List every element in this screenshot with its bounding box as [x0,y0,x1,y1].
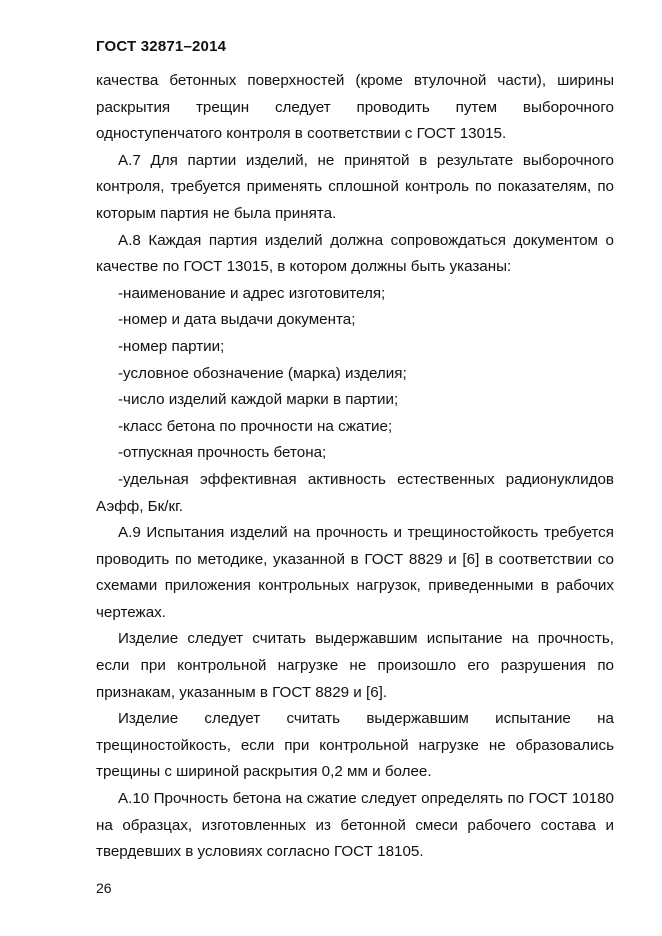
document-body [96,68,614,866]
list-item: -номер и дата выдачи документа; [118,311,356,329]
paragraph-strength-criterion: Изделие следует считать выдержавшим испытание на прочность, если при контрольной нагрузке не произошло его разрушения по признакам, указанным в ГОСТ 8829 и [6]. [96,630,614,701]
paragraph-a10: А.10 Прочность бетона на сжатие следует определять по ГОСТ 10180 на образцах, изготовленных из бетонной смеси рабочего состава и твердевших в условиях согласно ГОСТ 18105. [96,790,614,861]
list-item: -номер партии; [118,337,225,355]
list-item: -число изделий каждой марки в партии; [118,391,399,409]
list-item: -удельная эффективная активность естественных радионуклидов Аэфф, Бк/кг. [96,470,614,515]
paragraph-a7: А.7 Для партии изделий, не принятой в результате выборочного контроля, требуется применять сплошной контроль по показателям, по которым партия не была принята. [96,151,614,222]
page-number: 26 [96,880,112,896]
paragraph-crack-criterion: Изделие следует считать выдержавшим испытание на трещиностойкость, если при контрольной нагрузке не образовались трещины с шириной раскрытия 0,2 мм и более. [96,710,614,781]
list-item: -условное обозначение (марка) изделия; [118,364,407,382]
document-header: ГОСТ 32871–2014 [96,38,227,55]
list-item: -класс бетона по прочности на сжатие; [118,417,393,435]
list-item: -наименование и адрес изготовителя; [118,284,386,302]
paragraph-a8: А.8 Каждая партия изделий должна сопровождаться документом о качестве по ГОСТ 13015, в котором должны быть указаны: [96,231,614,276]
paragraph-continuation: качества бетонных поверхностей (кроме втулочной части), ширины раскрытия трещин следует проводить путем выборочного одноступенчатого контроля в соответствии с ГОСТ 13015. [96,72,614,143]
paragraph-a9: А.9 Испытания изделий на прочность и трещиностойкость требуется проводить по методике, указанной в ГОСТ 8829 и [6] в соответствии со схемами приложения контрольных нагрузок, приведенными в рабочих чертежах. [96,524,614,621]
list-item: -отпускная прочность бетона; [118,444,327,462]
